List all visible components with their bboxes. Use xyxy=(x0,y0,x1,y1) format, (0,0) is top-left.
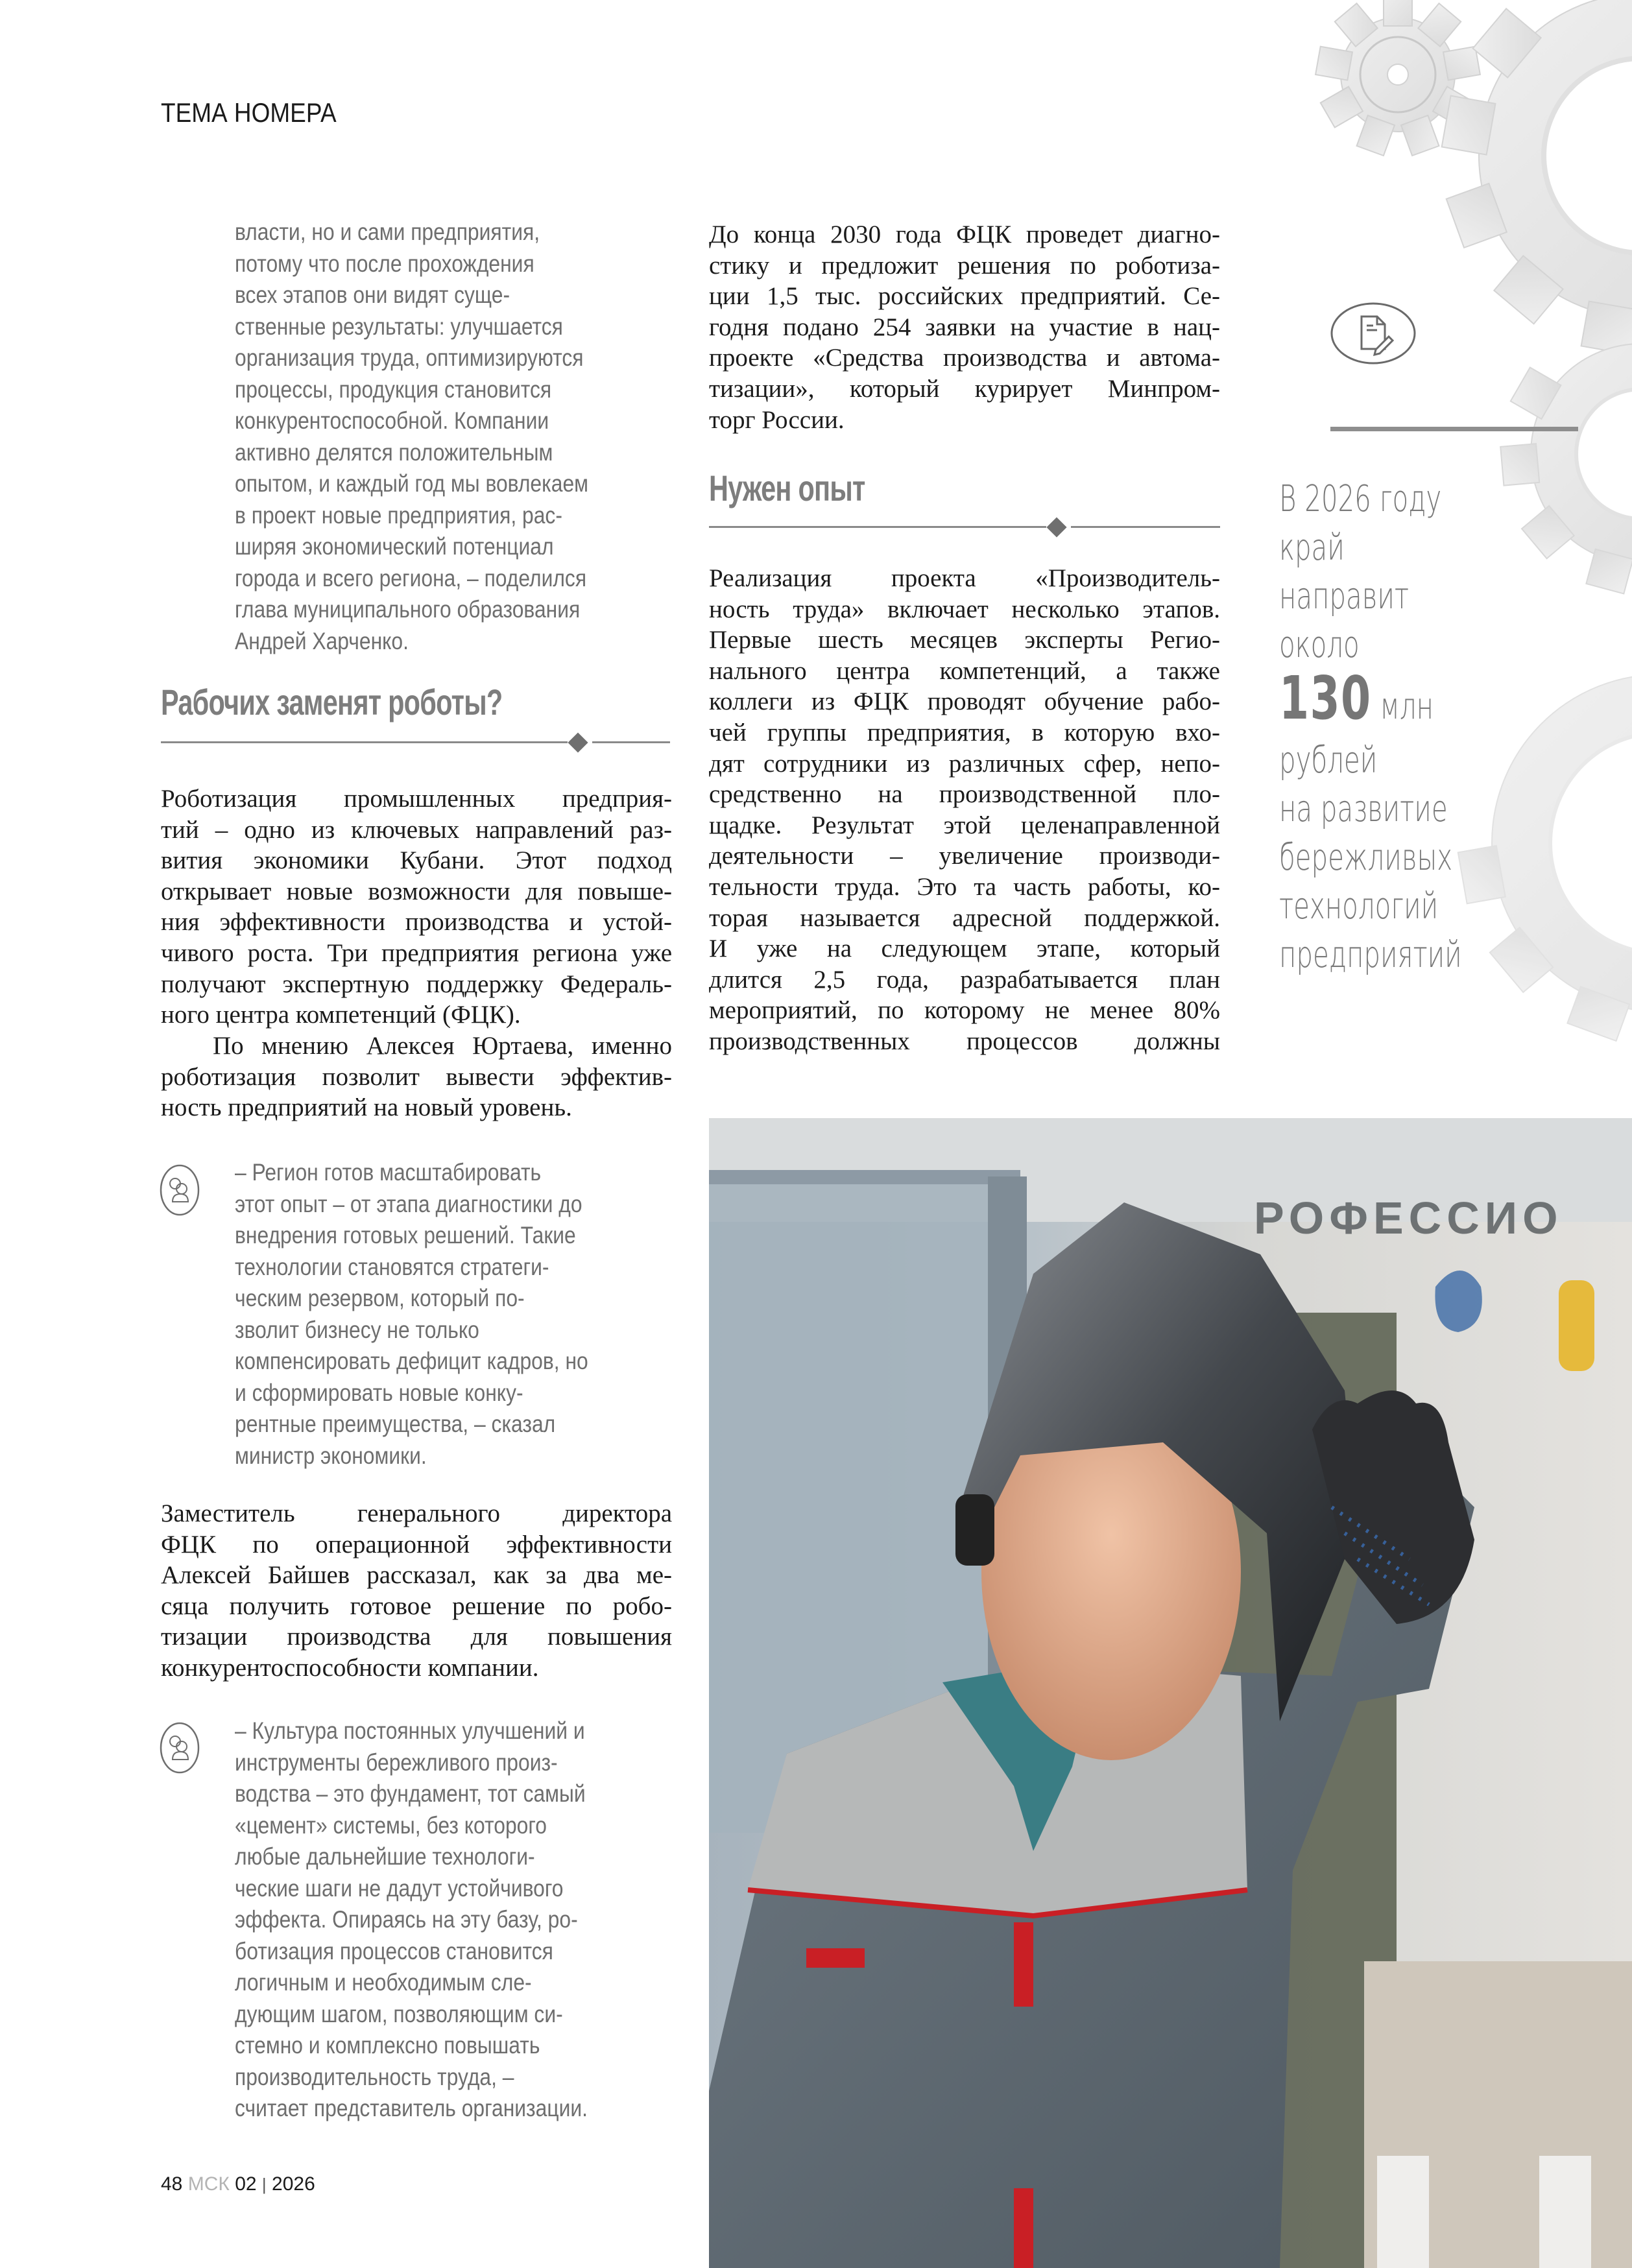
bottom-gear-icon xyxy=(1458,674,1632,1045)
footer-separator: | xyxy=(261,2175,267,2194)
text-line: длится 2,5 года, разрабатывается план xyxy=(709,965,1220,994)
text-line: ФЦК по операционной эффективности xyxy=(161,1530,672,1558)
text-line: компенсировать дефицит кадров, но xyxy=(235,1348,588,1374)
sidebar-line: технологий xyxy=(1279,885,1439,927)
sidebar-line: край xyxy=(1279,527,1345,569)
sidebar-line: бережливых xyxy=(1279,837,1453,879)
text-line: внедрения готовых решений. Такие xyxy=(235,1222,576,1248)
quote-organization xyxy=(235,1715,588,2125)
paragraph-robotization xyxy=(161,783,672,1031)
heading-rule xyxy=(1071,526,1220,528)
issue-year: 2026 xyxy=(272,2173,315,2195)
text-line: конкурентоспособности компании. xyxy=(161,1653,539,1682)
issue-number: 02 xyxy=(235,2173,257,2195)
sidebar-line: на развитие xyxy=(1279,788,1448,830)
text-line: Алексей Байшев рассказал, как за два ме- xyxy=(161,1561,672,1590)
text-line: чей группы предприятия, в которую вхо- xyxy=(709,718,1220,746)
text-line: проекте «Средства производства и автома- xyxy=(709,344,1220,372)
text-line: чивого роста. Три предприятия региона уже xyxy=(161,938,672,967)
text-line: тизации», который курирует Минпром- xyxy=(709,374,1220,403)
text-line: технологии становятся стратеги- xyxy=(235,1253,549,1280)
speaker-quote-icon xyxy=(160,1722,200,1774)
text-line: эффекта. Опираясь на эту базу, ро- xyxy=(235,1906,578,1933)
text-line: ции 1,5 тыс. российских предприятий. Се- xyxy=(709,282,1220,311)
text-line: считает представитель организации. xyxy=(235,2095,588,2121)
section-label: ТЕМА НОМЕРА xyxy=(161,97,337,128)
text-line: производственных процессов должны xyxy=(709,1027,1220,1055)
sidebar-fact xyxy=(1279,475,1462,979)
text-line: власти, но и сами предприятия, xyxy=(235,219,540,245)
sidebar-rule xyxy=(1330,427,1578,431)
text-line: дят сотрудники из различных сфер, непо- xyxy=(709,749,1220,778)
text-line: – Регион готов масштабировать xyxy=(235,1159,542,1186)
speaker-quote-icon xyxy=(160,1164,200,1216)
text-line: этот опыт – от этапа диагностики до xyxy=(235,1190,582,1217)
text-line: ность труда» включает несколько этапов. xyxy=(709,595,1220,623)
text-line: ность предприятий на новый уровень. xyxy=(161,1093,572,1122)
text-line: стику и предложит решения по роботиза- xyxy=(709,251,1220,280)
text-line: ческим резервом, который по- xyxy=(235,1285,525,1311)
sidebar-line: предприятий xyxy=(1279,934,1462,976)
text-line: роботизация позволит вывести эффектив- xyxy=(161,1062,672,1091)
text-line: логичным и необходимым сле- xyxy=(235,1969,532,1996)
diamond-ornament xyxy=(1046,517,1066,537)
text-line: опытом, и каждый год мы вовлекаем xyxy=(235,470,589,497)
sidebar-line: рублей xyxy=(1279,739,1378,782)
text-line: тизации производства для повышения xyxy=(161,1623,672,1651)
quote-minister xyxy=(235,1157,588,1472)
intro-quote xyxy=(235,217,588,657)
text-line: в проект новые предприятия, рас- xyxy=(235,501,562,529)
text-line: процессы, продукция становится xyxy=(235,376,552,403)
highlight-unit: млн xyxy=(1371,686,1434,728)
text-line: ширяя экономический потенциал xyxy=(235,533,554,560)
magazine-name: МСК xyxy=(187,2173,230,2195)
sidebar-line: около xyxy=(1279,624,1360,666)
page-number: 48 xyxy=(161,2173,183,2195)
highlight-value: 130 xyxy=(1279,663,1372,733)
text-line: ного центра компетенций (ФЦК). xyxy=(161,1001,521,1029)
text-line: ботизация процессов становится xyxy=(235,1937,553,1964)
text-line: производительность труда, – xyxy=(235,2063,514,2090)
text-line: города и всего региона, – поделился xyxy=(235,564,587,591)
text-line: вития экономики Кубани. Этот подход xyxy=(161,846,672,875)
text-line: щадке. Результат этой целенаправленной xyxy=(709,811,1220,839)
text-line: ственные результаты: улучшается xyxy=(235,313,563,340)
heading-rule xyxy=(709,526,1046,528)
text-line: торая называется адресной поддержкой. xyxy=(709,903,1220,932)
text-line: сяца получить готовое решение по робо- xyxy=(161,1592,672,1620)
page-footer xyxy=(161,2173,315,2195)
text-line: конкурентоспособной. Компании xyxy=(235,407,549,434)
text-line: организация труда, оптимизируются xyxy=(235,344,584,371)
text-line: глава муниципального образования xyxy=(235,596,581,623)
heading-robots: Рабочих заменят роботы? xyxy=(161,682,503,722)
text-line: тий – одно из ключевых направлений раз- xyxy=(161,815,672,844)
text-line: зволит бизнесу не только xyxy=(235,1316,479,1343)
diamond-ornament xyxy=(568,732,588,752)
text-line: потому что после прохождения xyxy=(235,250,534,277)
text-line: Первые шесть месяцев эксперты Регио- xyxy=(709,626,1220,654)
text-line: министр экономики. xyxy=(235,1442,427,1469)
text-line: Заместитель генерального директора xyxy=(161,1499,672,1527)
paragraph-baishev xyxy=(161,1498,672,1684)
text-line: И уже на следующем этапе, который xyxy=(709,935,1220,963)
text-line: рентные преимущества, – сказал xyxy=(235,1411,556,1437)
text-line: активно делятся положительным xyxy=(235,438,553,466)
heading-experience: Нужен опыт xyxy=(709,468,865,508)
text-line: инструменты бережливого произ- xyxy=(235,1749,558,1776)
text-line: Реализация проекта «Производитель- xyxy=(709,564,1220,592)
text-line: водства – это фундамент, тот самый xyxy=(235,1780,586,1807)
text-line: получают экспертную поддержку Федераль- xyxy=(161,970,672,998)
paragraph-fck-plan xyxy=(709,219,1220,435)
text-line: открывает новые возможности для повыше- xyxy=(161,877,672,905)
sidebar-line: направит xyxy=(1279,575,1410,617)
text-line: дующим шагом, позволяющим си- xyxy=(235,2000,563,2027)
text-line: нального центра компетенций, а также xyxy=(709,656,1220,685)
text-line: средственно на производственной пло- xyxy=(709,780,1220,809)
text-line: По мнению Алексея Юртаева, именно xyxy=(213,1032,672,1060)
text-line: «цемент» системы, без которого xyxy=(235,1811,547,1839)
document-edit-icon xyxy=(1330,302,1416,364)
text-line: ния эффективности производства и устой- xyxy=(161,908,672,937)
text-line: торг России. xyxy=(709,405,845,434)
sidebar-line: В 2026 году xyxy=(1279,478,1442,520)
text-line: любые дальнейшие технологи- xyxy=(235,1843,535,1870)
text-line: мероприятий, по которому не менее 80% xyxy=(709,996,1220,1025)
text-line: деятельности – увеличение производи- xyxy=(709,842,1220,870)
text-line: Роботизация промышленных предприя- xyxy=(161,785,672,813)
text-line: До конца 2030 года ФЦК проведет диагно- xyxy=(709,221,1220,248)
paragraph-stages xyxy=(709,563,1220,1057)
heading-rule xyxy=(592,741,670,743)
text-line: и сформировать новые конку- xyxy=(235,1379,523,1406)
text-line: – Культура постоянных улучшений и xyxy=(235,1717,585,1744)
text-line: стемно и комплексно повышать xyxy=(235,2032,540,2059)
welder-photo xyxy=(709,1118,1632,2268)
text-line: всех этапов они видят суще- xyxy=(235,281,510,308)
text-line: тельности труда. Это та часть работы, ко- xyxy=(709,872,1220,901)
text-line: коллеги из ФЦК проводят обучение рабо- xyxy=(709,687,1220,716)
text-line: годня подано 254 заявки на участие в нац- xyxy=(709,313,1220,341)
paragraph-yurtaev xyxy=(161,1031,672,1123)
background-sign: РОФЕССИО xyxy=(1254,1193,1563,1243)
text-line: ческие шаги не дадут устойчивого xyxy=(235,1874,564,1902)
text-line: Андрей Харченко. xyxy=(235,627,409,654)
sidebar-highlight xyxy=(1279,663,1462,736)
lower-gear-icon xyxy=(1500,344,1632,593)
heading-rule xyxy=(161,741,568,743)
